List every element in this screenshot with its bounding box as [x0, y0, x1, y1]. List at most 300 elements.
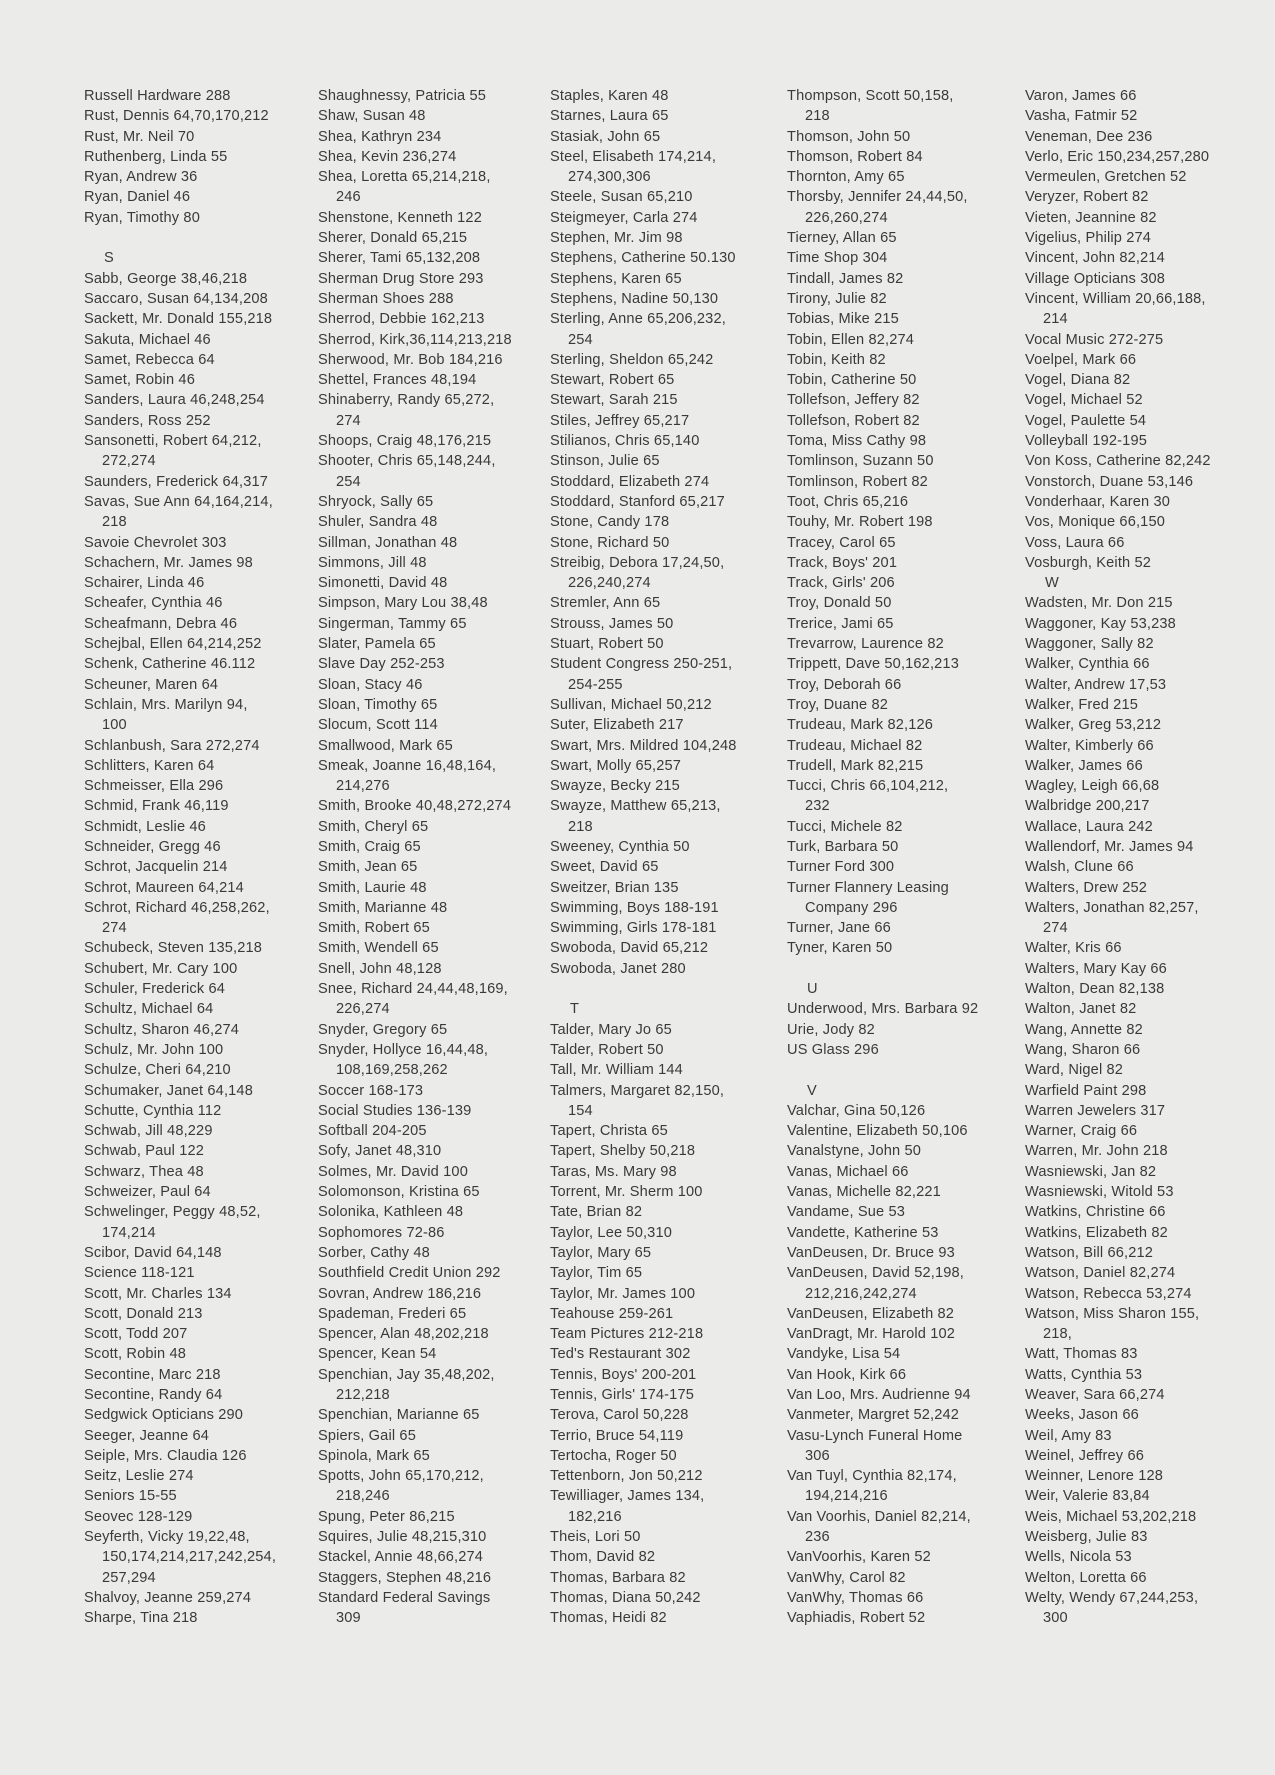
index-entry: Ryan, Daniel 46: [84, 189, 191, 206]
index-entry-continuation: 274,300,306: [568, 169, 651, 186]
index-entry: Thom, David 82: [550, 1549, 656, 1566]
index-entry: Welty, Wendy 67,244,253,: [1025, 1589, 1199, 1606]
section-letter: S: [104, 250, 114, 267]
index-entry: Sackett, Mr. Donald 155,218: [84, 311, 273, 328]
index-spacer: [84, 228, 276, 248]
index-spacer: [787, 959, 978, 979]
index-entry: Southfield Credit Union 292: [318, 1265, 501, 1282]
index-entry: Track, Boys' 201: [787, 554, 898, 571]
index-entry: Talder, Mary Jo 65: [550, 1021, 672, 1038]
index-entry-continuation: 218,: [1043, 1326, 1073, 1343]
index-entry: Walker, Fred 215: [1025, 696, 1138, 713]
index-entry: Tobias, Mike 215: [787, 311, 899, 328]
index-entry: Waggoner, Kay 53,238: [1025, 615, 1176, 632]
index-entry: Spademan, Frederi 65: [318, 1305, 467, 1322]
index-entry: Troy, Donald 50: [787, 595, 892, 612]
index-entry: VanDeusen, David 52,198,: [787, 1265, 964, 1282]
index-entry-continuation: 212,218: [336, 1387, 390, 1403]
index-entry: Stewart, Sarah 215: [550, 392, 678, 409]
index-entry: Sweitzer, Brian 135: [550, 879, 679, 896]
index-entry: Smallwood, Mark 65: [318, 737, 453, 754]
index-entry: Terova, Carol 50,228: [550, 1407, 689, 1424]
index-entry: Taylor, Mary 65: [550, 1244, 652, 1261]
index-spacer: [550, 979, 737, 999]
index-entry: Watson, Daniel 82,274: [1025, 1265, 1176, 1282]
index-entry: Veneman, Dee 236: [1025, 128, 1153, 145]
index-entry: Time Shop 304: [787, 250, 888, 267]
index-entry: Weisberg, Julie 83: [1025, 1529, 1148, 1546]
index-entry: Torrent, Mr. Sherm 100: [550, 1184, 703, 1201]
index-entry-continuation: 218: [805, 108, 830, 125]
index-entry: Rust, Dennis 64,70,170,212: [84, 108, 269, 125]
index-entry: Thornton, Amy 65: [787, 169, 905, 186]
index-entry: Walsh, Clune 66: [1025, 859, 1134, 876]
index-entry: VanDragt, Mr. Harold 102: [787, 1326, 955, 1343]
index-entry: Singerman, Tammy 65: [318, 615, 467, 632]
index-entry: Vanas, Michael 66: [787, 1163, 909, 1180]
index-entry: Vos, Monique 66,150: [1025, 514, 1165, 531]
index-entry: Sabb, George 38,46,218: [84, 270, 248, 287]
index-entry-continuation: 272,274: [102, 453, 156, 470]
index-entry: Watson, Bill 66,212: [1025, 1244, 1154, 1261]
index-entry: Vieten, Jeannine 82: [1025, 209, 1157, 226]
index-entry: Swayze, Becky 215: [550, 778, 680, 795]
index-entry-continuation: 108,169,258,262: [336, 1062, 448, 1079]
index-entry: Vandette, Katherine 53: [787, 1224, 939, 1241]
index-entry: Swoboda, Janet 280: [550, 960, 686, 977]
index-entry-continuation: 274: [1043, 920, 1068, 937]
index-entry: Sterling, Sheldon 65,242: [550, 351, 714, 368]
index-entry: Trudeau, Mark 82,126: [787, 717, 934, 734]
index-entry: Talder, Robert 50: [550, 1041, 664, 1058]
index-entry: Troy, Duane 82: [787, 696, 889, 713]
index-entry: Sherrod, Kirk,36,114,213,218: [318, 331, 512, 348]
index-entry: Sweeney, Cynthia 50: [550, 838, 690, 855]
index-entry: Steele, Susan 65,210: [550, 189, 693, 206]
index-entry: Staggers, Stephen 48,216: [318, 1569, 492, 1586]
section-letter: V: [807, 1082, 817, 1099]
index-entry: Wadsten, Mr. Don 215: [1025, 595, 1173, 612]
index-entry: Spenchian, Jay 35,48,202,: [318, 1366, 495, 1383]
index-entry: Vasha, Fatmir 52: [1025, 108, 1138, 125]
index-entry: Tobin, Keith 82: [787, 351, 886, 368]
index-entry: Weir, Valerie 83,84: [1025, 1488, 1150, 1505]
index-entry-continuation: 309: [336, 1610, 361, 1627]
index-entry: Village Opticians 308: [1025, 270, 1165, 287]
index-entry-continuation: 218,246: [336, 1488, 390, 1505]
index-entry-continuation: 100: [102, 717, 127, 734]
index-entry-continuation: 246: [336, 189, 361, 206]
index-entry: Tollefson, Jeffery 82: [787, 392, 920, 409]
index-entry: Spenchian, Marianne 65: [318, 1407, 480, 1424]
index-entry: Tomlinson, Robert 82: [787, 473, 928, 490]
index-entry-continuation: 154: [568, 1102, 593, 1119]
index-entry: Shryock, Sally 65: [318, 493, 434, 510]
index-entry: Vandyke, Lisa 54: [787, 1346, 901, 1363]
index-entry: Spencer, Kean 54: [318, 1346, 437, 1363]
index-entry: Schwelinger, Peggy 48,52,: [84, 1204, 261, 1221]
index-entry: Stephens, Catherine 50.130: [550, 250, 736, 267]
index-entry: Schneider, Gregg 46: [84, 838, 221, 855]
index-entry: Volleyball 192-195: [1025, 433, 1147, 450]
index-entry: Underwood, Mrs. Barbara 92: [787, 1001, 979, 1018]
index-entry: Team Pictures 212-218: [550, 1326, 704, 1343]
index-entry: Schrot, Jacquelin 214: [84, 859, 228, 876]
index-entry: Ted's Restaurant 302: [550, 1346, 691, 1363]
index-entry: Tobin, Ellen 82,274: [787, 331, 914, 348]
index-entry: Tyner, Karen 50: [787, 940, 893, 957]
index-entry-continuation: 150,174,214,217,242,254,: [102, 1549, 277, 1566]
index-entry: Tennis, Boys' 200-201: [550, 1366, 697, 1383]
index-entry: Wells, Nicola 53: [1025, 1549, 1132, 1566]
index-entry: Walters, Mary Kay 66: [1025, 960, 1167, 977]
index-entry: Snell, John 48,128: [318, 960, 442, 977]
index-entry: Social Studies 136-139: [318, 1102, 472, 1119]
index-entry: Spotts, John 65,170,212,: [318, 1468, 484, 1485]
index-entry-continuation: 254: [336, 473, 361, 490]
index-entry: Verlo, Eric 150,234,257,280: [1025, 148, 1210, 165]
index-entry: Ryan, Timothy 80: [84, 209, 200, 226]
index-entry: Shoops, Craig 48,176,215: [318, 433, 492, 450]
index-entry: Snyder, Hollyce 16,44,48,: [318, 1041, 489, 1058]
index-entry: Vocal Music 272-275: [1025, 331, 1164, 348]
index-entry: Waggoner, Sally 82: [1025, 636, 1154, 653]
index-entry: Staples, Karen 48: [550, 88, 669, 104]
index-entry-continuation: 257,294: [102, 1569, 156, 1586]
index-entry: VanVoorhis, Karen 52: [787, 1549, 931, 1566]
index-entry: Schlanbush, Sara 272,274: [84, 737, 260, 754]
index-entry: Swimming, Boys 188-191: [550, 899, 719, 916]
index-entry: Sullivan, Michael 50,212: [550, 696, 712, 713]
index-entry: Scott, Donald 213: [84, 1305, 203, 1322]
index-entry: Vanmeter, Margret 52,242: [787, 1407, 960, 1424]
index-entry: Wagley, Leigh 66,68: [1025, 778, 1160, 795]
index-entry: Vogel, Michael 52: [1025, 392, 1143, 409]
index-entry: Swayze, Matthew 65,213,: [550, 798, 721, 815]
index-entry: Thompson, Scott 50,158,: [787, 88, 954, 104]
index-entry: Tettenborn, Jon 50,212: [550, 1468, 703, 1485]
index-entry: Voelpel, Mark 66: [1025, 351, 1137, 368]
index-entry: Streibig, Debora 17,24,50,: [550, 554, 725, 571]
index-entry: Steel, Elisabeth 174,214,: [550, 148, 717, 165]
index-entry: Russell Hardware 288: [84, 88, 231, 104]
index-entry-continuation: Company 296: [805, 899, 898, 916]
index-entry: Schairer, Linda 46: [84, 575, 205, 592]
index-entry: Soccer 168-173: [318, 1082, 424, 1099]
index-entry-continuation: 274: [336, 412, 361, 429]
index-entry: Stinson, Julie 65: [550, 453, 660, 470]
index-entry: Simonetti, David 48: [318, 575, 448, 592]
index-entry: Sherman Drug Store 293: [318, 270, 484, 287]
index-entry: Seovec 128-129: [84, 1508, 193, 1525]
index-entry: Rust, Mr. Neil 70: [84, 128, 195, 145]
index-entry: Smith, Cheryl 65: [318, 818, 429, 835]
index-entry: Schrot, Maureen 64,214: [84, 879, 244, 896]
index-entry: Walter, Andrew 17,53: [1025, 676, 1167, 693]
index-entry: Vosburgh, Keith 52: [1025, 554, 1152, 571]
index-entry: Simpson, Mary Lou 38,48: [318, 595, 488, 612]
index-entry: Veryzer, Robert 82: [1025, 189, 1149, 206]
index-entry: Watts, Cynthia 53: [1025, 1366, 1143, 1383]
index-entry: Scott, Todd 207: [84, 1326, 188, 1343]
index-entry: Solmes, Mr. David 100: [318, 1163, 468, 1180]
index-entry: Steigmeyer, Carla 274: [550, 209, 698, 226]
index-entry: Trevarrow, Laurence 82: [787, 636, 944, 653]
index-entry: Urie, Jody 82: [787, 1021, 875, 1038]
index-entry: Troy, Deborah 66: [787, 676, 902, 693]
index-entry: Snee, Richard 24,44,48,169,: [318, 981, 508, 998]
index-entry: Vonderhaar, Karen 30: [1025, 493, 1170, 510]
index-entry-continuation: 214: [1043, 311, 1068, 328]
index-entry: Seyferth, Vicky 19,22,48,: [84, 1529, 250, 1546]
index-entry: Sweet, David 65: [550, 859, 659, 876]
index-entry: VanWhy, Carol 82: [787, 1569, 906, 1586]
index-entry: Smeak, Joanne 16,48,164,: [318, 757, 497, 774]
index-entry: Sofy, Janet 48,310: [318, 1143, 442, 1160]
index-entry: Schmeisser, Ella 296: [84, 778, 224, 795]
index-entry: Weinel, Jeffrey 66: [1025, 1447, 1144, 1464]
index-column-3: [550, 86, 737, 1629]
index-entry: Sorber, Cathy 48: [318, 1244, 430, 1261]
index-entry: Saccaro, Susan 64,134,208: [84, 290, 268, 307]
index-entry: Starnes, Laura 65: [550, 108, 669, 125]
index-entry: Schweizer, Paul 64: [84, 1184, 211, 1201]
index-entry: Smith, Robert 65: [318, 920, 430, 937]
index-entry: Trippett, Dave 50,162,213: [787, 656, 959, 673]
index-entry-continuation: 306: [805, 1447, 830, 1464]
index-entry: Terrio, Bruce 54,119: [550, 1427, 684, 1444]
index-entry: Walker, Cynthia 66: [1025, 656, 1150, 673]
index-entry: Taylor, Mr. James 100: [550, 1285, 696, 1302]
index-entry: Toot, Chris 65,216: [787, 493, 909, 510]
section-letter: U: [807, 981, 818, 998]
index-entry: Trudell, Mark 82,215: [787, 757, 924, 774]
index-entry: Schwarz, Thea 48: [84, 1163, 204, 1180]
index-entry: Savas, Sue Ann 64,164,214,: [84, 493, 273, 510]
index-entry-continuation: 236: [805, 1529, 830, 1546]
index-entry: Stremler, Ann 65: [550, 595, 661, 612]
index-entry: Theis, Lori 50: [550, 1529, 641, 1546]
index-entry: Taylor, Tim 65: [550, 1265, 643, 1282]
index-entry: Warren, Mr. John 218: [1025, 1143, 1168, 1160]
index-entry: Weinner, Lenore 128: [1025, 1468, 1164, 1485]
index-column-2: [318, 86, 512, 1629]
index-entry: Stoddard, Elizabeth 274: [550, 473, 710, 490]
index-entry: Tirony, Julie 82: [787, 290, 887, 307]
index-entry: Vogel, Paulette 54: [1025, 412, 1147, 429]
index-entry: Van Hook, Kirk 66: [787, 1366, 907, 1383]
index-entry: Thomson, Robert 84: [787, 148, 923, 165]
index-entry: Weeks, Jason 66: [1025, 1407, 1139, 1424]
index-entry: Suter, Elizabeth 217: [550, 717, 684, 734]
index-entry: Spinola, Mark 65: [318, 1447, 430, 1464]
index-entry: Tracey, Carol 65: [787, 534, 896, 551]
index-entry: Smith, Marianne 48: [318, 899, 448, 916]
index-entry: Shinaberry, Randy 65,272,: [318, 392, 495, 409]
index-entry: Shuler, Sandra 48: [318, 514, 438, 531]
index-entry: Scheuner, Maren 64: [84, 676, 219, 693]
section-letter: T: [570, 1001, 580, 1018]
index-entry-continuation: 254: [568, 331, 593, 348]
index-entry: Vogel, Diana 82: [1025, 372, 1131, 389]
index-entry-continuation: 212,216,242,274: [805, 1285, 917, 1302]
index-entry: Shea, Loretta 65,214,218,: [318, 169, 491, 186]
index-entry: Simmons, Jill 48: [318, 554, 427, 571]
index-entry: Touhy, Mr. Robert 198: [787, 514, 933, 531]
index-entry: Voss, Laura 66: [1025, 534, 1125, 551]
index-entry: Tennis, Girls' 174-175: [550, 1387, 694, 1403]
index-entry: Swoboda, David 65,212: [550, 940, 709, 957]
index-entry: Seiple, Mrs. Claudia 126: [84, 1447, 247, 1464]
index-entry-continuation: 214,276: [336, 778, 390, 795]
index-entry-continuation: 232: [805, 798, 830, 815]
index-entry: Scibor, David 64,148: [84, 1244, 222, 1261]
index-entry: Wang, Sharon 66: [1025, 1041, 1141, 1058]
index-entry: Turner Ford 300: [787, 859, 895, 876]
index-column-4: [787, 86, 978, 1629]
index-entry: Walters, Jonathan 82,257,: [1025, 899, 1199, 916]
index-entry: Standard Federal Savings: [318, 1589, 491, 1606]
index-entry: Tertocha, Roger 50: [550, 1447, 677, 1464]
index-entry: Schejbal, Ellen 64,214,252: [84, 636, 262, 653]
index-column-5: [1025, 86, 1211, 1629]
index-entry: Watson, Rebecca 53,274: [1025, 1285, 1192, 1302]
index-entry: Weis, Michael 53,202,218: [1025, 1508, 1197, 1525]
index-entry: Vermeulen, Gretchen 52: [1025, 169, 1187, 186]
index-entry: Walters, Drew 252: [1025, 879, 1148, 896]
index-entry: Seeger, Jeanne 64: [84, 1427, 210, 1444]
index-entry: Vanas, Michelle 82,221: [787, 1184, 941, 1201]
index-entry: Thomson, John 50: [787, 128, 911, 145]
index-entry: Solonika, Kathleen 48: [318, 1204, 464, 1221]
index-entry: Weaver, Sara 66,274: [1025, 1387, 1165, 1403]
index-entry: Spiers, Gail 65: [318, 1427, 416, 1444]
index-entry: Stewart, Robert 65: [550, 372, 675, 389]
index-entry: Sherer, Donald 65,215: [318, 230, 468, 247]
index-entry: Squires, Julie 48,215,310: [318, 1529, 487, 1546]
index-entry: Spung, Peter 86,215: [318, 1508, 455, 1525]
index-entry: Taylor, Lee 50,310: [550, 1224, 672, 1241]
index-entry: Thomas, Diana 50,242: [550, 1589, 701, 1606]
index-entry: Vigelius, Philip 274: [1025, 230, 1152, 247]
index-entry: Shalvoy, Jeanne 259,274: [84, 1589, 252, 1606]
index-entry: Tapert, Christa 65: [550, 1123, 668, 1140]
index-entry: Smith, Brooke 40,48,272,274: [318, 798, 512, 815]
index-entry: Smith, Jean 65: [318, 859, 418, 876]
index-entry: Schutte, Cynthia 112: [84, 1102, 222, 1119]
index-entry: Thomas, Barbara 82: [550, 1569, 686, 1586]
index-entry: Sloan, Timothy 65: [318, 696, 438, 713]
index-entry: Wasniewski, Witold 53: [1025, 1184, 1174, 1201]
index-entry: Toma, Miss Cathy 98: [787, 433, 927, 450]
index-entry: Weil, Amy 83: [1025, 1427, 1112, 1444]
index-entry: Schrot, Richard 46,258,262,: [84, 899, 270, 916]
index-entry-continuation: 194,214,216: [805, 1488, 888, 1505]
index-entry: Talmers, Margaret 82,150,: [550, 1082, 725, 1099]
index-entry: Tomlinson, Suzann 50: [787, 453, 934, 470]
index-entry: Tapert, Shelby 50,218: [550, 1143, 696, 1160]
index-entry: Warner, Craig 66: [1025, 1123, 1138, 1140]
index-entry: Stilianos, Chris 65,140: [550, 433, 700, 450]
index-entry: Sophomores 72-86: [318, 1224, 445, 1241]
index-entry: Stephens, Karen 65: [550, 270, 682, 287]
index-entry: Ryan, Andrew 36: [84, 169, 198, 186]
index-entry: Thorsby, Jennifer 24,44,50,: [787, 189, 968, 206]
index-entry: Sharpe, Tina 218: [84, 1610, 198, 1627]
index-entry: Stone, Richard 50: [550, 534, 670, 551]
index-entry: Ward, Nigel 82: [1025, 1062, 1124, 1079]
index-entry: Stiles, Jeffrey 65,217: [550, 412, 690, 429]
index-entry: Turner, Jane 66: [787, 920, 891, 937]
index-entry: Schumaker, Janet 64,148: [84, 1082, 253, 1099]
index-entry: Scheafer, Cynthia 46: [84, 595, 223, 612]
index-entry: Slave Day 252-253: [318, 656, 445, 673]
index-entry: Smith, Craig 65: [318, 838, 421, 855]
index-entry: Wang, Annette 82: [1025, 1021, 1143, 1038]
index-entry: Shea, Kathryn 234: [318, 128, 442, 145]
index-entry: Ruthenberg, Linda 55: [84, 148, 228, 165]
index-entry: Science 118-121: [84, 1265, 195, 1282]
index-entry-continuation: 254-255: [568, 676, 623, 693]
index-entry: Schuler, Frederick 64: [84, 981, 226, 998]
index-entry: Vincent, John 82,214: [1025, 250, 1165, 267]
index-entry: Schubeck, Steven 135,218: [84, 940, 263, 957]
index-entry: Stuart, Robert 50: [550, 636, 664, 653]
index-entry: VanDeusen, Dr. Bruce 93: [787, 1244, 955, 1261]
index-entry: US Glass 296: [787, 1041, 879, 1058]
index-entry: Shaughnessy, Patricia 55: [318, 88, 487, 104]
index-entry: Turk, Barbara 50: [787, 838, 899, 855]
index-entry: Sherrod, Debbie 162,213: [318, 311, 485, 328]
index-entry: Watson, Miss Sharon 155,: [1025, 1305, 1200, 1322]
index-spacer: [787, 1060, 978, 1080]
index-entry-continuation: 274: [102, 920, 127, 937]
index-entry: Swart, Molly 65,257: [550, 757, 682, 774]
index-entry: Stasiak, John 65: [550, 128, 661, 145]
index-entry: Warren Jewelers 317: [1025, 1102, 1166, 1119]
index-entry: Schulz, Mr. John 100: [84, 1041, 224, 1058]
index-entry: Thomas, Heidi 82: [550, 1610, 667, 1627]
index-entry: Vonstorch, Duane 53,146: [1025, 473, 1194, 490]
index-entry-continuation: 300: [1043, 1610, 1068, 1627]
index-entry: Sillman, Jonathan 48: [318, 534, 458, 551]
index-entry: Sansonetti, Robert 64,212,: [84, 433, 262, 450]
index-entry: Varon, James 66: [1025, 88, 1137, 104]
index-entry: Slocum, Scott 114: [318, 717, 438, 734]
index-entry: Track, Girls' 206: [787, 575, 895, 592]
index-entry: Samet, Robin 46: [84, 372, 195, 389]
index-entry: Softball 204-205: [318, 1123, 427, 1140]
index-entry: Vincent, William 20,66,188,: [1025, 290, 1206, 307]
index-entry: Valchar, Gina 50,126: [787, 1102, 926, 1119]
index-entry: Sanders, Ross 252: [84, 412, 211, 429]
index-entry: Warfield Paint 298: [1025, 1082, 1147, 1099]
index-entry: Schenk, Catherine 46.112: [84, 656, 256, 673]
index-entry: Shea, Kevin 236,274: [318, 148, 457, 165]
index-entry: Tucci, Chris 66,104,212,: [787, 778, 949, 795]
index-entry: VanWhy, Thomas 66: [787, 1589, 924, 1606]
index-entry: Walbridge 200,217: [1025, 798, 1150, 815]
index-entry: VanDeusen, Elizabeth 82: [787, 1305, 955, 1322]
index-entry: Valentine, Elizabeth 50,106: [787, 1123, 968, 1140]
index-entry: Tindall, James 82: [787, 270, 904, 287]
index-entry: Secontine, Randy 64: [84, 1387, 223, 1403]
index-column-1: [84, 86, 276, 1629]
index-entry: Samet, Rebecca 64: [84, 351, 215, 368]
index-entry: Schwab, Paul 122: [84, 1143, 205, 1160]
index-entry: Van Tuyl, Cynthia 82,174,: [787, 1468, 957, 1485]
index-entry: Sovran, Andrew 186,216: [318, 1285, 482, 1302]
